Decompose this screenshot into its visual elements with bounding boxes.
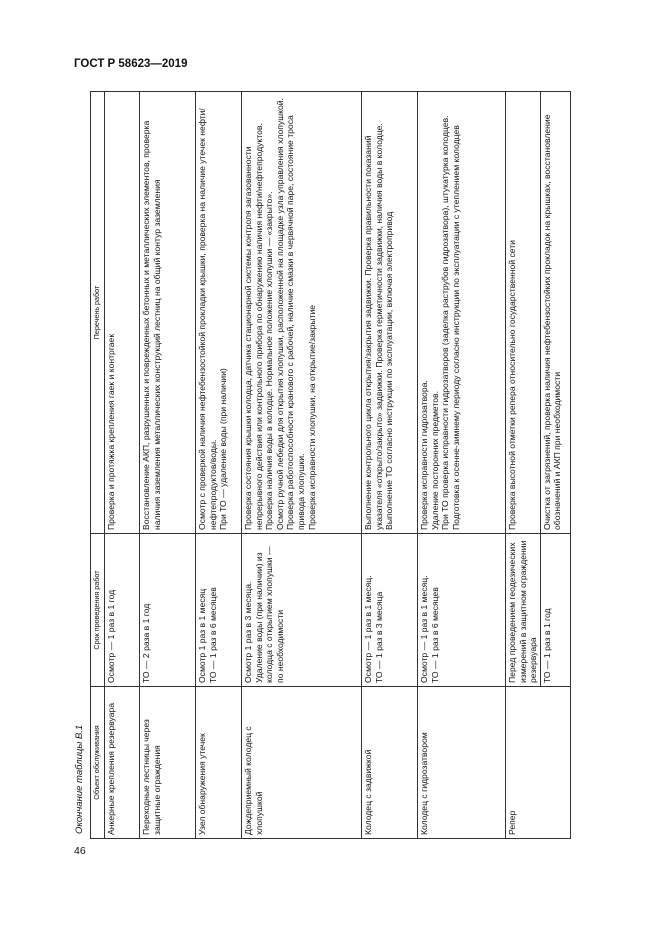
works-line: Удаление посторонних предметов. — [429, 391, 440, 530]
rotated-table-container — [90, 92, 566, 839]
object-cell: Анкерные крепления резервуара — [105, 687, 140, 839]
works-cell: Проверка высотной отметки репера относительно государственной сети — [506, 92, 541, 534]
works-cell: Выполнение контрольного цикла открытия/закрытия задвижки. Проверка правильности показаний указателя «открыто/закрыто» задвижки. Проверка герметичности задвижки, наличия воды в колодце. Выполнение ТО согласно инструкции по эксплуатации, включая электропривод — [362, 92, 418, 534]
column-header-works: Перечень работ — [91, 92, 105, 534]
term-line: Осмотр 1 раз в 1 месяц — [197, 588, 207, 683]
table-row — [506, 92, 541, 839]
works-line: При ТО — удаление воды (при наличии) — [218, 368, 229, 530]
term-line: Осмотр — 1 раз в 1 месяц. — [419, 575, 429, 683]
table-row — [242, 92, 362, 839]
term-line: Удаление воды (при наличии) из колодца с открытием хлопушки — по необходимости — [253, 546, 285, 683]
works-line: Проверка исправности гидрозатвора. — [419, 380, 429, 530]
table-header-row — [91, 92, 105, 839]
term-cell: Осмотр — 1 раз в 1 год — [105, 534, 140, 687]
works-line: Подготовка к осенне-зимнему периоду согласно инструкции по эксплуатации с утеплением колодцев — [450, 125, 461, 530]
term-cell: ТО — 2 раза в 1 год — [140, 534, 196, 687]
standard-title: ГОСТ Р 58623—2019 — [74, 58, 188, 70]
object-cell: Колодец с задвижкой — [362, 687, 418, 839]
works-line: Проверка исправности хлопушки, на открытие/закрытие — [306, 304, 317, 530]
term-line: ТО — 1 раз в 6 месяцев — [207, 587, 218, 683]
works-cell — [242, 92, 362, 534]
table-caption: Окончание таблицы В.1 — [74, 724, 85, 834]
works-cell: Проверка и протяжка крепления гаек и контргаек — [105, 92, 140, 534]
works-cell: Очистка от загрязнений, проверка наличия нефтебензостойких прокладок на крышках, восстановление обозначений и АКП при необходимости — [540, 92, 570, 534]
table-row — [196, 92, 242, 839]
works-cell — [418, 92, 506, 534]
term-line: Осмотр — 1 раз в 1 месяц. — [363, 575, 373, 683]
works-line: При ТО проверка исправности гидрозатворов (заделка раструбов гидрозатвора), штукатурка колодцев. — [440, 115, 451, 530]
term-cell — [418, 534, 506, 687]
object-cell: Переходные лестницы через защитные ограждения — [140, 687, 196, 839]
maintenance-table — [90, 91, 571, 839]
works-line: Осмотр ручной лебедки для открытия хлопушки, расположенной на площадке узла управления хлопушкой. Проверка работоспособности кранового с рабочей, наличие смазки в червячной паре, состояние троса привода хлопушки. — [274, 98, 306, 530]
object-cell: Колодец с гидрозатвором — [418, 687, 506, 839]
term-cell: Перед проведением геодезических измерений в защитном ограждении резервуара — [506, 534, 541, 687]
term-cell — [242, 534, 362, 687]
table-row — [418, 92, 506, 839]
term-cell: ТО — 1 раз в 1 год — [540, 534, 570, 687]
page-number: 46 — [74, 845, 86, 857]
column-header-object: Объект обслуживания — [91, 687, 105, 839]
works-line: Проверка состояния крышки колодца, датчика стационарной системы контроля загазованности непрерывного действия или контрольного прибора по обнаружению наличия нефти/нефтепродуктов. Проверка наличия воды в колодце. Нормальное положение хлопушки — «закрыто». — [243, 123, 275, 530]
works-line: Осмотр с проверкой наличия нефтебензостойкой прокладки крышки, проверка на наличие утечек нефти/нефтепродуктов/воды. — [197, 108, 218, 530]
term-line: ТО — 1 раз в 6 месяцев — [429, 587, 440, 683]
works-cell: Восстановление АКП, разрушенных и поврежденных бетонных и металлических элементов, проверка наличия заземления металлических конструкций лестниц на общий контур заземления — [140, 92, 196, 534]
table-row — [362, 92, 418, 839]
object-cell: Дождеприемный колодец с хлопушкой — [242, 687, 362, 839]
term-cell — [196, 534, 242, 687]
term-cell — [362, 534, 418, 687]
column-header-term: Срок проведения работ — [91, 534, 105, 687]
works-cell — [196, 92, 242, 534]
table-row — [105, 92, 140, 839]
object-cell: Репер — [506, 687, 571, 839]
term-line: ТО — 1 раз в 3 месяца — [373, 591, 384, 683]
term-line: Осмотр 1 раз в 3 месяца. — [243, 581, 253, 683]
object-cell: Узел обнаружения утечек — [196, 687, 242, 839]
table-row — [140, 92, 196, 839]
